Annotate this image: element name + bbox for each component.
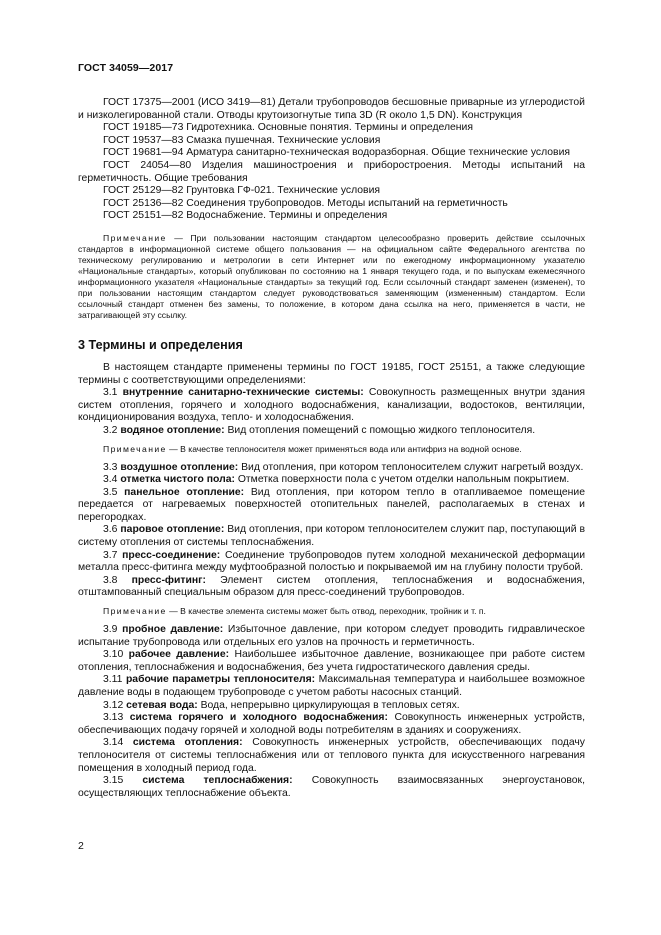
term-name: отметка чистого пола: [120,474,235,486]
reference-item: ГОСТ 17375—2001 (ИСО 3419—81) Детали трубопроводов бесшовные приварные из углеродистой и низколегированной стали. Отводы крутоизогнутые типа 3D (R около 1,5 DN). Конструкция [78,97,585,121]
reference-item: ГОСТ 25136—82 Соединения трубопроводов. Методы испытаний на герметичность [103,197,508,209]
section-title: 3 Термины и определения [78,337,243,352]
term-name: пресс-фитинг: [131,574,206,586]
term-name: пробное давление: [122,624,224,636]
term-entry: 3.2 водяное отопление: Вид отопления помещений с помощью жидкого теплоносителя. [103,424,536,436]
document-code-header: ГОСТ 34059—2017 [78,62,174,74]
term-note: Примечание — В качестве элемента системы может быть отвод, переходник, тройник и т. п. [103,606,486,617]
term-name: воздушное отопление: [120,461,239,473]
note-label: Примечание [103,232,167,243]
term-name: водяное отопление: [120,424,225,436]
term-name: паровое отопление: [120,524,225,536]
page-number: 2 [78,840,84,852]
term-entry: 3.4 отметка чистого пола: Отметка поверхности пола с учетом отделки напольным покрытием. [103,474,570,486]
normative-references-list [78,97,585,223]
reference-item: ГОСТ 19681—94 Арматура санитарно-техническая водоразборная. Общие технические условия [103,147,571,159]
term-entry: 3.11 рабочие параметры теплоносителя: Максимальная температура и наибольшее возможное давление воды в подающем трубопроводе с учетом работы насосных станций. [78,674,585,698]
term-name: система горячего и холодного водоснабжения: [129,712,388,724]
term-name: система отопления: [132,737,243,749]
term-name: панельное отопление: [124,486,245,498]
term-name: пресс-соединение: [122,549,221,561]
reference-item: ГОСТ 19185—73 Гидротехника. Основные понятия. Термины и определения [103,122,473,134]
page-content [78,88,585,800]
reference-item: ГОСТ 24054—80 Изделия машиностроения и приборостроения. Методы испытаний на герметичность. Общие требования [78,159,585,184]
term-note: Примечание — В качестве теплоносителя может применяться вода или антифриз на водной основе. [103,443,522,454]
term-entry: 3.5 панельное отопление: Вид отопления, при котором тепло в отапливаемое помещение передается от нагреваемых поверхностей отопительных панелей, располагаемых в стенах и перегородках. [78,486,585,523]
term-name: внутренние санитарно-технические системы: [122,387,364,399]
term-entry: 3.6 паровое отопление: Вид отопления, при котором теплоносителем служит пар, поступающий в систему отопления от системы теплоснабжения. [78,524,585,549]
reference-item: ГОСТ 19537—83 Смазка пушечная. Технические условия [103,134,381,146]
term-entry: 3.10 рабочее давление: Наибольшее избыточное давление, возникающее при работе систем отопления, теплоснабжения и водоснабжения, без учета гидростатического давления среды. [78,649,586,673]
term-name: рабочее давление: [128,649,230,661]
term-name: сетевая вода: [126,699,198,711]
term-entry: 3.7 пресс-соединение: Соединение трубопроводов путем холодной механической деформации металла пресс-фитинга между муфтообразной полостью и покрываемой им на глубину полости трубой. [78,549,586,574]
term-entry: 3.15 система теплоснабжения: Совокупность взаимосвязанных энергоустановок, осуществляющих теплоснабжение объекта. [78,775,585,799]
term-name: рабочие параметры теплоносителя: [125,674,316,686]
reference-item: ГОСТ 25129—82 Грунтовка ГФ-021. Технические условия [103,185,380,197]
term-entry: 3.1 внутренние санитарно-технические системы: Совокупность размещенных внутри здания систем отопления, горячего и холодного водоснабжения, канализации, водостоков, вентиляции, кондиционирования воздуха, тепло- и холодоснабжения. [78,387,585,424]
note-text: При пользовании настоящим стандартом целесообразно проверить действие ссылочных стандартов в информационной системе общего пользования — на официальном сайте Федерального агентства по техническому регулированию и метрологии в сети Интернет или по ежегодному информационному указателю «Национальные стандарты», который опубликован по состоянию на 1 января текущего года, и по выпускам ежемесячного информационного указателя «Национальные стандарты» за текущий год. Если ссылочный стандарт заменен (изменен), то при пользовании настоящим стандартом следует руководствоваться заменяющим (измененным) стандартом. Если ссылочный стандарт отменен без замены, то положение, в котором дана ссылка на него, применяется в части, не затрагивающей эту ссылку. [78,232,585,320]
reference-item: ГОСТ 25151—82 Водоснабжение. Термины и определения [103,210,388,222]
term-entry: 3.9 пробное давление: Избыточное давление, при котором следует проводить гидравлическое испытание трубопровода или отдельных его узлов на прочность и герметичность. [78,624,586,648]
term-entry: 3.12 сетевая вода: Вода, непрерывно циркулирующая в тепловых сетях. [103,699,460,711]
term-entry: 3.3 воздушное отопление: Вид отопления, при котором теплоносителем служит нагретый воздух. [103,461,584,473]
term-entry: 3.13 система горячего и холодного водоснабжения: Совокупность инженерных устройств, обеспечивающих подачу горячей и холодной воды потребителям в зданиях и сооружениях. [78,712,586,736]
term-entry: 3.8 пресс-фитинг: Элемент систем отопления, теплоснабжения и водоснабжения, отштампованный специальным образом для пресс-соединений трубопроводов. [78,574,585,599]
section-intro: В настоящем стандарте применены термины по ГОСТ 19185, ГОСТ 25151, а также следующие термины с соответствующими определениями: [78,361,585,386]
references-note: Примечание — При пользовании настоящим стандартом целесообразно проверить действие ссылочных стандартов в информационной системе общего пользования — на официальном сайте Федерального агентства по техническому регулированию и метрологии в сети Интернет или по ежегодному информационному указателю «Национальные стандарты», который опубликован по состоянию на 1 января текущего года, и по выпускам ежемесячного информационного указателя «Национальные стандарты» за текущий год. Если ссылочный стандарт заменен (изменен), то при пользовании настоящим стандартом следует руководствоваться заменяющим (измененным) стандартом. Если ссылочный стандарт отменен без замены, то положение, в котором дана ссылка на него, применяется в части, не затрагивающей эту ссылку. [78,232,585,320]
term-entry: 3.14 система отопления: Совокупность инженерных устройств, обеспечивающих подачу теплоносителя от системы теплоснабжения или от теплового пункта для искусственного нагревания помещения в холодный период года. [78,737,586,774]
term-name: система теплоснабжения: [142,775,293,787]
